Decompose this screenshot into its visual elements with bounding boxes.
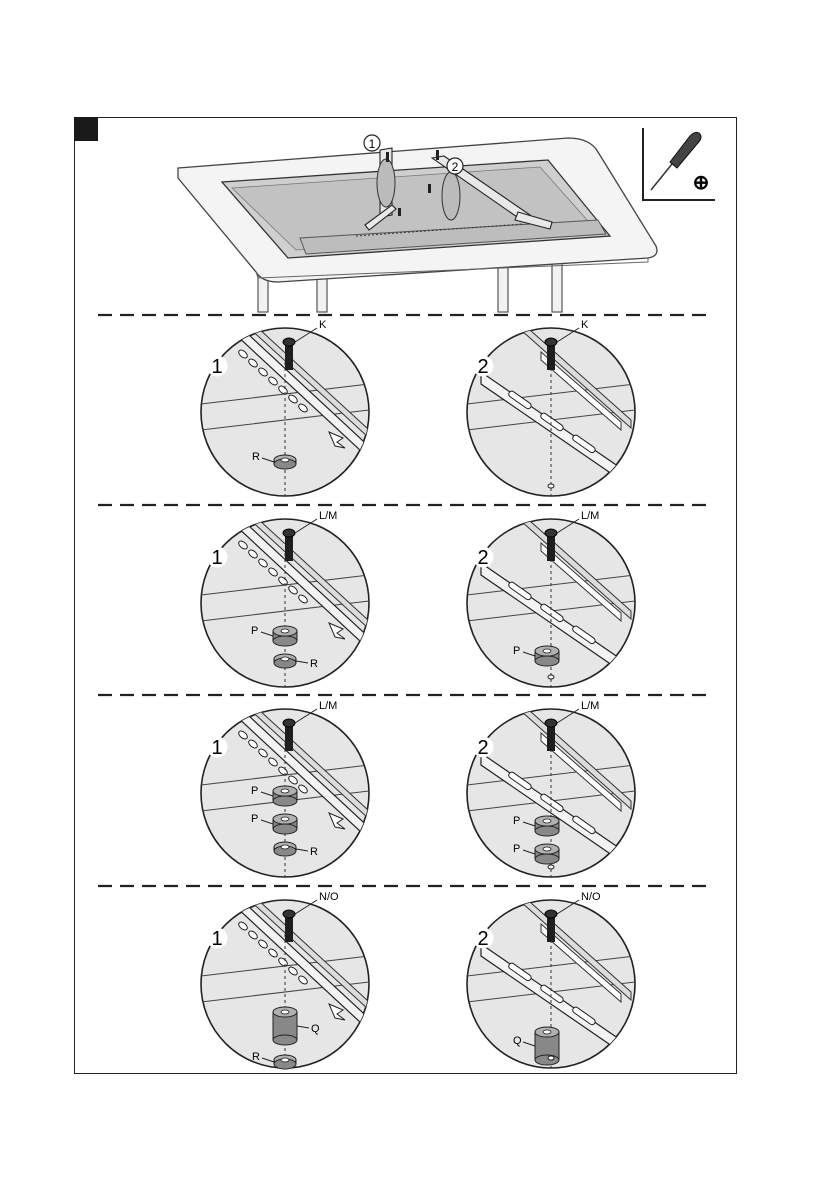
detail-3-left — [201, 697, 380, 877]
detail-number-1-left: 1 — [211, 356, 223, 378]
screwdriver-tool-box — [643, 128, 715, 200]
part-label-4-left-1: R — [252, 1051, 260, 1063]
overview-table-tv — [178, 135, 657, 312]
detail-3-right — [467, 700, 641, 877]
screw-label-4-left: N/O — [319, 891, 339, 903]
part-label-1-left-0: R — [252, 451, 260, 463]
screw-label-3-right: L/M — [581, 700, 600, 712]
detail-1-left — [201, 316, 380, 496]
detail-2-right — [467, 510, 641, 687]
part-label-4-left-0: Q — [311, 1023, 320, 1035]
detail-number-2-left: 1 — [211, 547, 223, 569]
part-label-2-left-1: R — [310, 658, 318, 670]
screw-label-2-right: L/M — [581, 510, 600, 522]
part-label-4-right-0: Q — [513, 1035, 522, 1047]
screw-label-2-left: L/M — [319, 510, 338, 522]
detail-number-1-right: 2 — [477, 356, 489, 378]
screw-label-1-right: K — [581, 319, 589, 331]
detail-number-4-left: 1 — [211, 928, 223, 950]
detail-number-2-right: 2 — [477, 547, 489, 569]
detail-number-3-left: 1 — [211, 737, 223, 759]
detail-4-left — [201, 888, 380, 1069]
part-label-3-left-0: P — [251, 785, 259, 797]
screw-label-1-left: K — [319, 319, 327, 331]
part-label-2-left-0: P — [251, 625, 259, 637]
detail-4-right — [467, 891, 641, 1068]
detail-1-right — [467, 319, 641, 496]
overview-callout-2: 2 — [451, 160, 459, 174]
part-label-3-right-1: P — [513, 843, 521, 855]
part-label-2-right-0: P — [513, 645, 521, 657]
detail-number-3-right: 2 — [477, 737, 489, 759]
detail-2-left — [201, 507, 380, 687]
detail-number-4-right: 2 — [477, 928, 489, 950]
screw-label-4-right: N/O — [581, 891, 601, 903]
overview-callout-1: 1 — [368, 137, 376, 151]
phillips-symbol: ⊕ — [692, 172, 710, 194]
part-label-3-left-1: P — [251, 813, 259, 825]
screw-label-3-left: L/M — [319, 700, 338, 712]
part-label-3-left-2: R — [310, 846, 318, 858]
part-label-3-right-0: P — [513, 815, 521, 827]
